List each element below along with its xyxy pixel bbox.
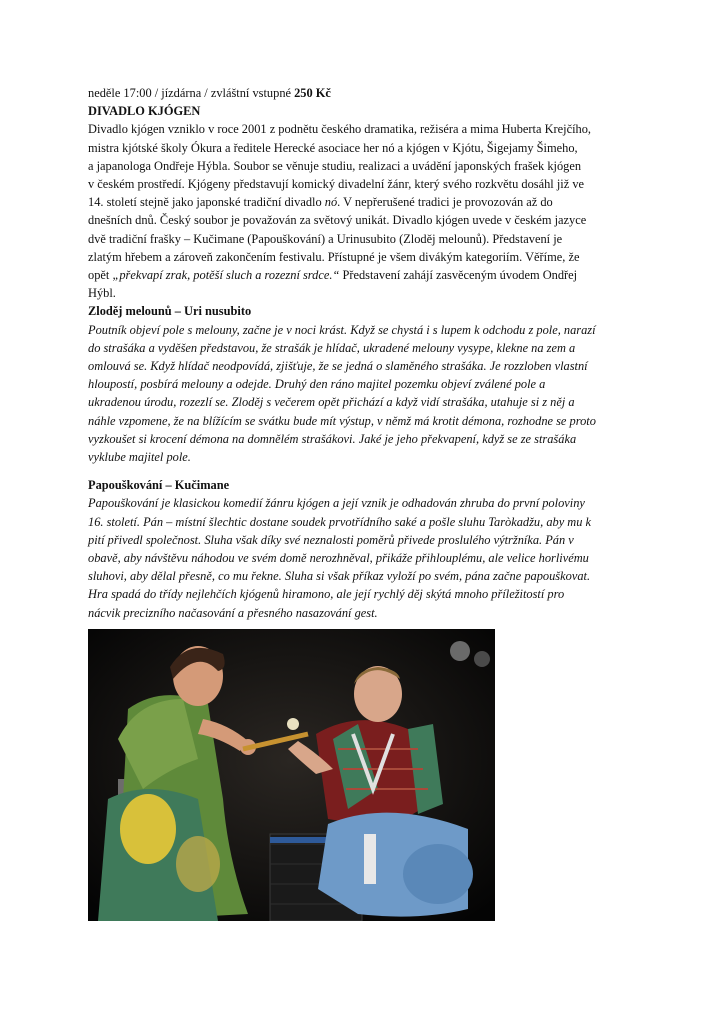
section-1-line: hloupostí, posbírá melouny a odejde. Druhý den ráno majitel pozemku objeví zválené pole a [88,377,546,392]
prop-light [287,718,299,730]
article-text [88,84,644,622]
section-2-line: Hra spadá do třídy nejlehčích kjógenů hiramono, ale její rychlý děj skýtá mnoho příležitostí pro [88,587,565,602]
intro-line-8: zlatým hřebem a zároveň zakončením festivalu. Přístupné je všem divákým kategoriím. Věříme, že [88,249,580,264]
section-2-title: Papouškování – Kučimane [88,478,230,493]
ticket-price: 250 Kč [294,86,331,100]
intro-line-5 [88,193,644,211]
section-1-line: ukradenou úrodu, rozezlí se. Zloděj s večerem opět přichází a když vidí strašáka, utahuje si z něj a [88,395,575,410]
intro-line-7: dvě tradiční frašky – Kučimane (Papouškování) a Urinusubito (Zloděj melounů). Představení je [88,231,563,246]
section-1-line: Poutník objeví pole s melouny, začne je v noci krást. Když se chystá i s lupem k odchodu z pole, narazí [88,322,596,337]
intro-line-10: Hýbl. [88,286,116,301]
stage-photo [88,629,495,921]
section-1-title: Zloděj melounů – Uri nusubito [88,304,252,319]
stage-light [474,651,490,667]
intro-line-9-a: opět [88,268,113,283]
section-2-line: nácvik precizního načasování a přesného nasazování gest. [88,605,378,620]
article-title: DIVADLO KJÓGEN [88,104,201,119]
section-2-line: sluhovi, aby dělal přesně, co mu řekne. Sluha si však příkaz vyloží po svém, pána začne papouškovat. [88,569,591,584]
intro-line-3: a japanologa Ondřeje Hýbla. Soubor se věnuje studiu, realizaci a uvádění japonských frašek kjógen [88,158,582,173]
intro-line-6: dnešních dnů. Český soubor je považován za světový unikát. Divadlo kjógen uvede v českém jazyce [88,213,587,228]
intro-line-2: mistra kjótské školy Ókura a ředitele Herecké asociace her nó a kjógen v Kjótu, Šigejamy Šimeho, [88,140,578,155]
section-1-line: omlouvá se. Když hlídač neodpovídá, zjišťuje, že se jedná o slaměného strašáka. Je rozzloben vlastní [88,359,588,374]
stage-light [450,641,470,661]
intro-line-5-b: . V nepřerušené tradici je provozován až do [337,195,553,210]
section-1-line: vyklube majitel pole. [88,450,191,465]
section-2-line: obavě, aby návštěvu náhodou ve svém domě nerozhněval, přikáže přihlouplému, ale velice horlivému [88,551,589,566]
intro-line-5-italic: nó [324,195,338,210]
intro-line-1: Divadlo kjógen vzniklo v roce 2001 z podnětu českého dramatika, režiséra a mima Huberta Krejčího, [88,122,592,137]
section-1-line: náhle vzpomene, že na blížícím se svátku bude mít výstup, v němž má krotit démona, rozhodne se proto [88,413,596,428]
section-2-line: 16. století. Pán – místní šlechtic dostane soudek prvotřídního saké a pošle sluhu Taròkadžu, aby mu k [88,514,592,529]
intro-line-5-a: 14. století stejně jako japonské tradiční divadlo [88,195,325,210]
intro-line-9 [88,266,644,284]
event-schedule-line [88,84,644,102]
intro-line-9-b: Představení zahájí zasvěceným úvodem Ondřej [339,268,578,283]
stage-photo-illustration [88,629,495,921]
schedule-text: neděle 17:00 / jízdárna / zvláštní vstupné [88,86,295,100]
section-1-line: vyzkoušet si krocení démona na domnělém strašákovi. Jaké je jeho překvapení, když se ze strašáka [88,431,577,446]
intro-line-4: v českém prostředí. Kjógeny představují komický divadelní žánr, který svého rozkvětu dosáhl již ve [88,177,585,192]
intro-quote: „překvapí zrak, potěší sluch a rozezní srdce.“ [112,268,340,283]
section-1-line: do strašáka a vyděšen představou, že strašák je hlídač, ukradené melouny vysype, klekne na zem a [88,340,576,355]
section-spacer [88,466,644,476]
section-2-line: pití přivedl společnost. Sluha však díky své neznalosti poměrů přivede proslulého výtržníka. Pán v [88,532,574,547]
section-2-line: Papouškování je klasickou komedií žánru kjógen a její vznik je odhadován zhruba do první poloviny [88,496,585,511]
